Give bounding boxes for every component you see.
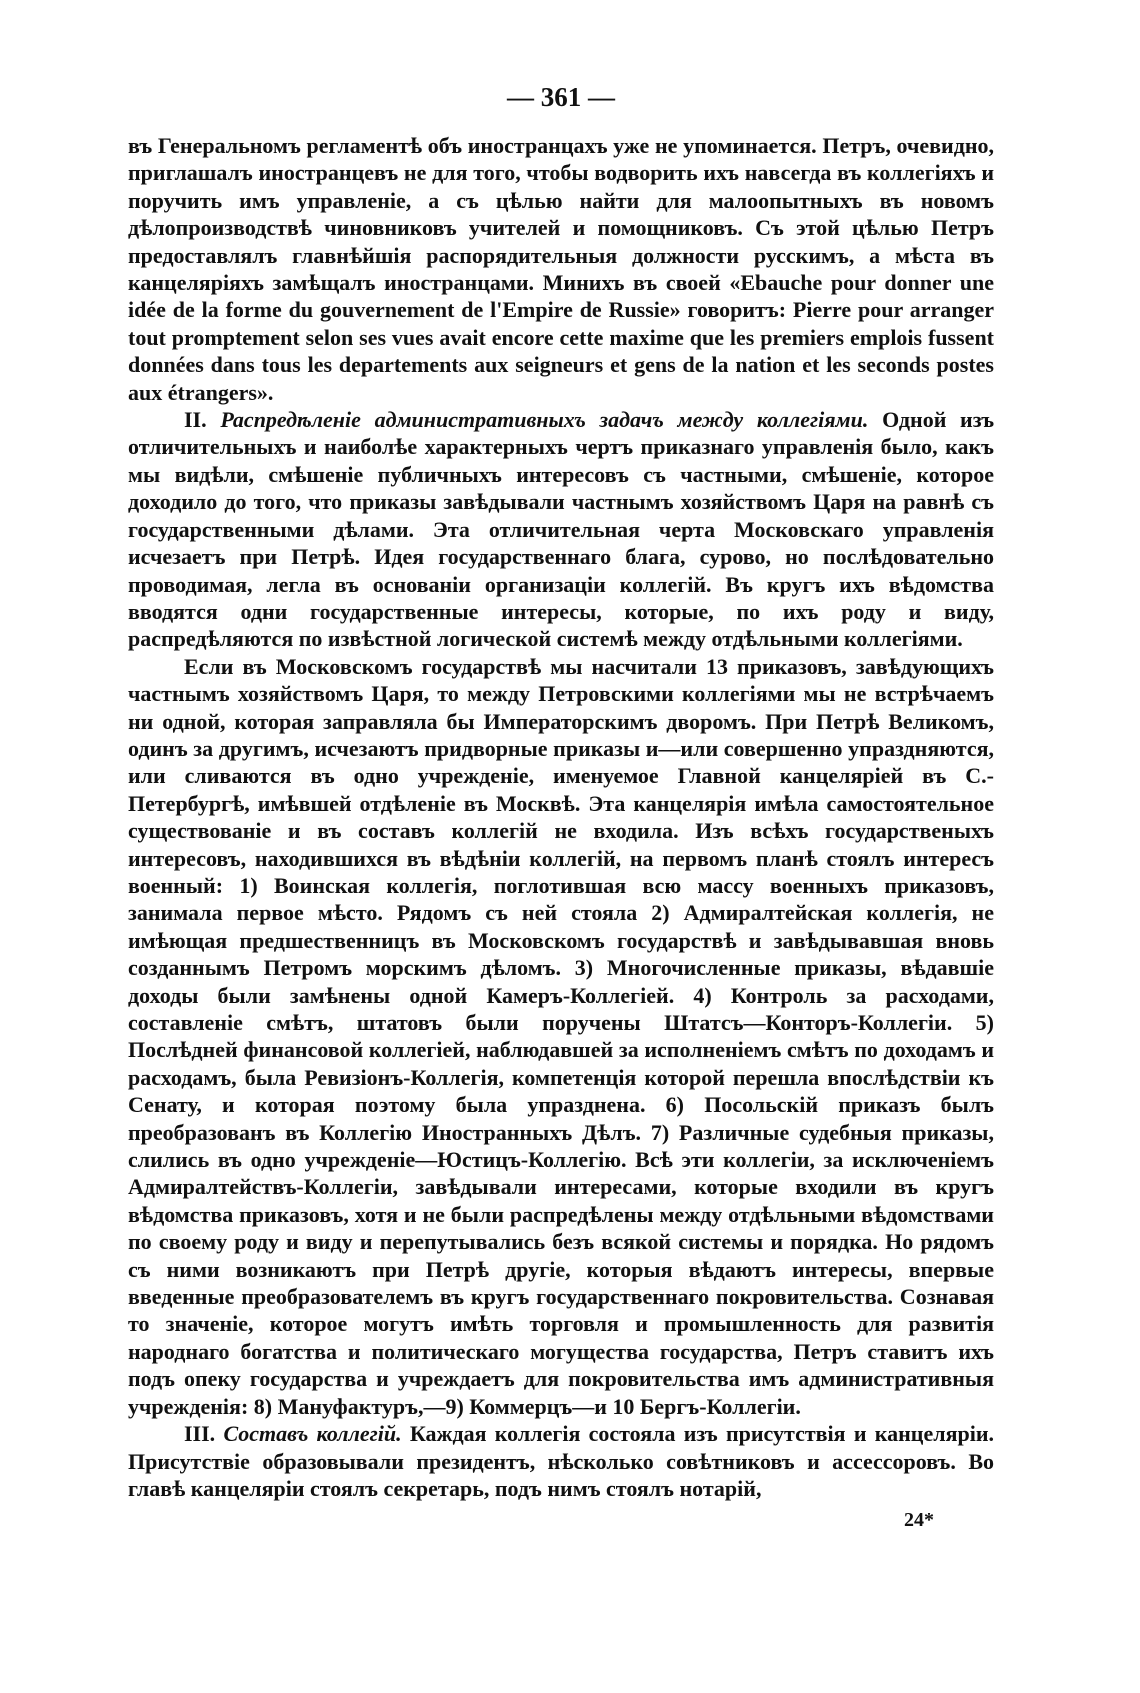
body-text [128, 132, 994, 1502]
paragraph-3 [128, 653, 994, 1420]
section-heading: Составъ коллегій. [223, 1421, 402, 1447]
paragraph-4 [128, 1420, 994, 1502]
signature-mark: 24* [904, 1509, 934, 1532]
paragraph-2-text: Одной изъ отличительныхъ и наиболѣе характерныхъ чертъ приказнаго управленія было, какъ мы видѣли, смѣшеніе публичныхъ интересовъ съ частными, смѣшеніе, которое доходило до того, что приказы завѣдывали частнымъ хозяйствомъ Царя на равнѣ съ государственными дѣлами. Эта отличительная черта Московскаго управленія исчезаетъ при Петрѣ. Идея государственнаго блага, сурово, но послѣдовательно проводимая, легла въ основаніи организаціи коллегій. Въ кругъ ихъ вѣдомства вводятся одни государственные интересы, которые, по ихъ роду и виду, распредѣляются по извѣстной логической системѣ между отдѣльными коллегіями. [128, 407, 995, 652]
paragraph-1 [128, 132, 994, 406]
section-label: II. [184, 407, 207, 433]
paragraph-1-text: въ Генеральномъ регламентѣ объ иностранцахъ уже не упоминается. Петръ, очевидно, приглашалъ иностранцевъ не для того, чтобы водворить ихъ навсегда въ коллегіяхъ и поручить имъ управленіе, а съ цѣлью найти для малоопытныхъ въ новомъ дѣлопроизводствѣ чиновниковъ учителей и помощниковъ. Съ этой цѣлью Петръ предоставлялъ главнѣйшія распорядительныя должности русскимъ, а мѣста въ канцеляріяхъ замѣщалъ иностранцами. Минихъ въ своей «Ebauche pour donner une idée de la forme du gouvernement de l'Empire de Russie» говоритъ: Pierre pour arranger tout promptement selon ses vues avait encore cette maxime que les premiers emplois fussent données dans tous les departements aux seigneurs et gens de la nation et les seconds postes aux étrangers». [128, 133, 994, 405]
paragraph-4-text: Каждая коллегія состояла изъ присутствія и канцеляріи. Присутствіе образовывали президентъ, нѣсколько совѣтниковъ и ассессоровъ. Во главѣ канцеляріи стоялъ секретарь, подъ нимъ стоялъ нотарій, [128, 1421, 994, 1501]
paragraph-3-text: Если въ Московскомъ государствѣ мы насчитали 13 приказовъ, завѣдующихъ частнымъ хозяйствомъ Царя, то между Петровскими коллегіями мы не встрѣчаемъ ни одной, которая заправляла бы Императорскимъ дворомъ. При Петрѣ Великомъ, одинъ за другимъ, исчезаютъ придворные приказы и—или совершенно упраздняются, или сливаются въ одно учрежденіе, именуемое Главной канцеляріей въ С.-Петербургѣ, имѣвшей отдѣленіе въ Москвѣ. Эта канцелярія имѣла самостоятельное существованіе и въ составъ коллегій не входила. Изъ всѣхъ государственыхъ интересовъ, находившихся въ вѣдѣніи коллегій, на первомъ планѣ стоялъ интересъ военный: 1) Воинская коллегія, поглотившая всю массу военныхъ приказовъ, занимала первое мѣсто. Рядомъ съ ней стояла 2) Адмиралтейская коллегія, не имѣющая предшественницъ въ Московскомъ государствѣ и завѣдывавшая вновь созданнымъ Петромъ морскимъ дѣломъ. 3) Многочисленные приказы, вѣдавшіе доходы были замѣнены одной Камеръ-Коллегіей. 4) Контроль за расходами, составленіе смѣтъ, штатовъ были поручены Штатсъ—Конторъ-Коллегіи. 5) Послѣдней финансовой коллегіей, наблюдавшей за исполненіемъ смѣтъ по доходамъ и расходамъ, была Ревизіонъ-Коллегія, компетенція которой перешла впослѣдствіи къ Сенату, и которая поэтому была упразднена. 6) Посольскій приказъ былъ преобразованъ въ Коллегію Иностранныхъ Дѣлъ. 7) Различные судебныя приказы, слились въ одно учрежденіе—Юстицъ-Коллегію. Всѣ эти коллегіи, за исключеніемъ Адмиралтействъ-Коллегіи, завѣдывали интересами, которые входили въ кругъ вѣдомства приказовъ, хотя и не были распредѣлены между отдѣльными вѣдомствами по своему роду и виду и перепутывались безъ всякой системы и порядка. Но рядомъ съ ними возникаютъ при Петрѣ другіе, которыя вѣдаютъ интересы, впервые введенные преобразователемъ въ кругъ государственнаго покровительства. Сознавая то значеніе, которое могутъ имѣть торговля и промышленность для развитія народнаго богатства и политическаго могущества государства, Петръ ставитъ ихъ подъ опеку государства и учреждаетъ для покровительства имъ административныя учрежденія: 8) Мануфактуръ,—9) Коммерцъ—и 10 Бергъ-Коллегіи. [128, 653, 994, 1419]
book-page [128, 0, 994, 1532]
section-heading: Распредѣленіе административныхъ задачъ между коллегіями. [220, 407, 869, 433]
paragraph-2 [128, 406, 994, 653]
section-label: III. [184, 1421, 216, 1447]
page-number: — 361 — [507, 82, 615, 112]
